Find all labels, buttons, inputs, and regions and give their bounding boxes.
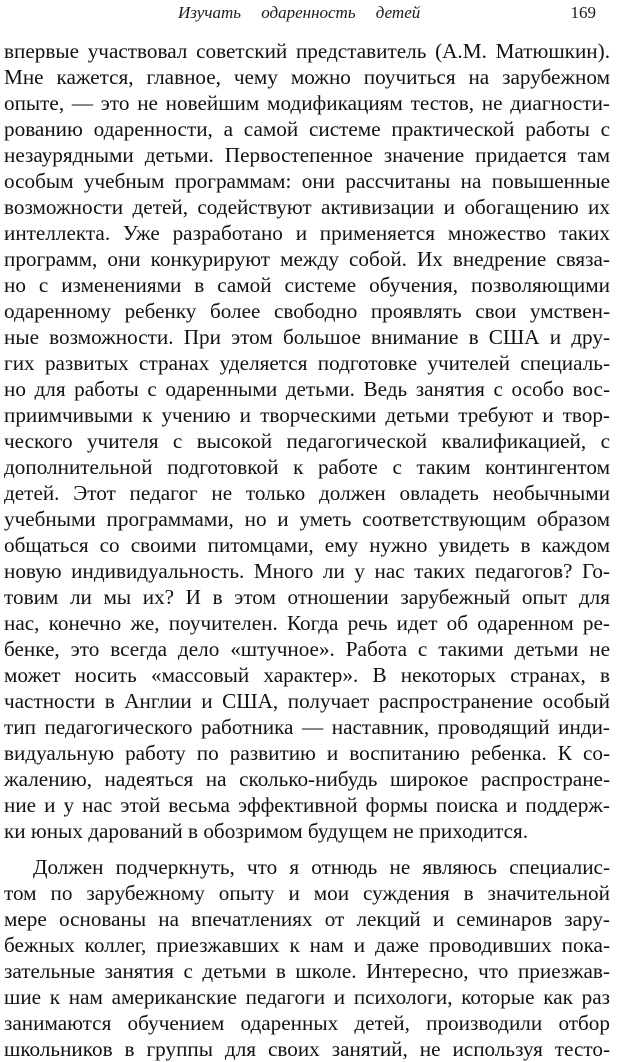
text-line: учебными программами, но и уметь соответствующим образом bbox=[4, 507, 610, 531]
text-line: программ, они конкурируют между собой. Их внедрение связа- bbox=[4, 247, 610, 271]
text-line: Мне кажется, главное, чему можно поучиться на зарубежном bbox=[4, 65, 610, 89]
text-line: зательные занятия с детьми в школе. Интересно, что приезжав- bbox=[4, 959, 610, 983]
text-line: ные возможности. При этом большое внимание в США и дру- bbox=[4, 325, 610, 349]
text-line: бенке, это всегда дело «штучное». Работа с такими детьми не bbox=[4, 637, 610, 661]
text-line: том по зарубежному опыту и мои суждения в значительной bbox=[4, 881, 610, 905]
text-line: видуальную работу по развитию и воспитанию ребенка. К со- bbox=[4, 741, 610, 765]
text-line: ческого учителя с высокой педагогической квалификацией, с bbox=[4, 429, 610, 453]
text-line: рованию одаренности, а самой системе практической работы с bbox=[4, 117, 610, 141]
page-number: 169 bbox=[570, 3, 596, 22]
text-line: тип педагогического работника — наставник, проводящий инди- bbox=[4, 715, 610, 739]
text-line: ние и у нас этой весьма эффективной формы поиска и поддерж- bbox=[4, 793, 610, 817]
text-line: возможности детей, содействуют активизации и обогащению их bbox=[4, 195, 610, 219]
text-line: но для работы с одаренными детьми. Ведь занятия с особо вос- bbox=[4, 377, 610, 401]
running-head bbox=[0, 2, 620, 28]
text-line: детей. Этот педагог не только должен овладеть необычными bbox=[4, 481, 610, 505]
text-line: впервые участвовал советский представитель (А.М. Матюшкин). bbox=[4, 39, 610, 63]
text-line: занимаются обучением одаренных детей, производили отбор bbox=[4, 1011, 610, 1035]
text-line: гих развитых странах уделяется подготовке учителей специаль- bbox=[4, 351, 610, 375]
paragraph-2 bbox=[4, 854, 610, 1062]
text-line: нас, конечно же, поучителен. Когда речь идет об одаренном ре- bbox=[4, 611, 610, 635]
text-line: опыте, — это не новейшим модификациям тестов, не диагности- bbox=[4, 91, 610, 115]
text-line: общаться со своими питомцами, ему нужно увидеть в каждом bbox=[4, 533, 610, 557]
text-line: может носить «массовый характер». В некоторых странах, в bbox=[4, 663, 610, 687]
text-line: жалению, надеяться на сколько-нибудь широкое распростране- bbox=[4, 767, 610, 791]
text-line: но с изменениями в самой системе обучения, позволяющими bbox=[4, 273, 610, 297]
text-line: частности в Англии и США, получает распространение особый bbox=[4, 689, 610, 713]
text-line: Должен подчеркнуть, что я отнюдь не являюсь специалис- bbox=[33, 855, 610, 879]
text-line: одаренному ребенку более свободно проявлять свои умствен- bbox=[4, 299, 610, 323]
text-line: ки юных дарований в обозримом будущем не приходится. bbox=[4, 819, 529, 843]
text-line: новую индивидуальность. Много ли у нас таких педагогов? Го- bbox=[4, 559, 610, 583]
text-line: особым учебным программам: они рассчитаны на повышенные bbox=[4, 169, 610, 193]
paragraph-gap bbox=[4, 844, 610, 854]
text-line: бежных коллег, приезжавших к нам и даже проводивших пока- bbox=[4, 933, 610, 957]
text-line: товим ли мы их? И в этом отношении зарубежный опыт для bbox=[4, 585, 610, 609]
running-title: Изучать одаренность детей bbox=[178, 3, 421, 22]
text-line: незаурядными детьми. Первостепенное значение придается там bbox=[4, 143, 610, 167]
text-line: дополнительной подготовкой к работе с таким контингентом bbox=[4, 455, 610, 479]
text-line: мере основаны на впечатлениях от лекций и семинаров зару- bbox=[4, 907, 610, 931]
body-text bbox=[4, 38, 610, 1062]
text-line: школьников в группы для своих занятий, не используя тесто- bbox=[4, 1037, 610, 1061]
text-line: приимчивыми к учению и творческими детьми требуют и твор- bbox=[4, 403, 610, 427]
text-line: интеллекта. Уже разработано и применяется множество таких bbox=[4, 221, 610, 245]
paragraph-1 bbox=[4, 38, 610, 844]
text-line: шие к нам американские педагоги и психологи, которые как раз bbox=[4, 985, 610, 1009]
